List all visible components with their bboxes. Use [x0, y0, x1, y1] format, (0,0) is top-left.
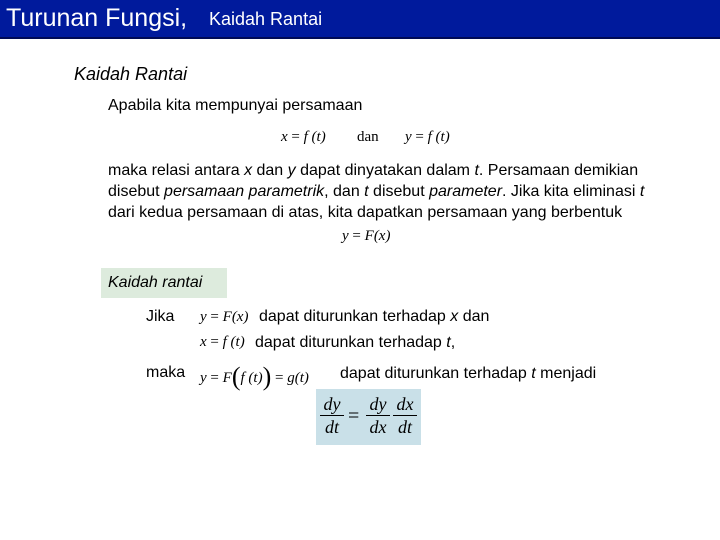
- para-var: y: [287, 162, 296, 179]
- fraction-dy-dt: [320, 393, 344, 438]
- fn-f-of-t: f (t): [427, 129, 450, 145]
- fn-arg: (x): [231, 309, 249, 325]
- para-text: maka relasi antara: [108, 162, 245, 179]
- maka-text-part: menjadi: [535, 365, 597, 382]
- jika-var: t: [446, 334, 451, 351]
- right-paren: ): [262, 362, 272, 391]
- rule-box: Kaidah rantai: [101, 268, 227, 298]
- jika-var: x: [450, 308, 459, 325]
- equals: =: [210, 334, 219, 350]
- para-text: dan: [252, 162, 288, 179]
- para-var: x: [244, 162, 253, 179]
- intro-text: Apabila kita mempunyai persamaan: [108, 97, 363, 114]
- para-text: , dan: [324, 183, 365, 200]
- para-var: t: [474, 162, 479, 179]
- equals: =: [210, 309, 219, 325]
- maka-text: [340, 363, 596, 384]
- para-term: persamaan parametrik: [164, 183, 325, 200]
- fn-arg: (x): [373, 228, 391, 244]
- eq-composite: [200, 362, 309, 392]
- section-heading: Kaidah Rantai: [74, 64, 188, 84]
- jika-text: dapat diturunkan terhadap: [255, 334, 447, 351]
- fraction-dx-dt: [393, 393, 417, 438]
- maka-label: maka: [146, 364, 186, 381]
- numerator: dx: [396, 394, 414, 414]
- jika-text-2: [255, 332, 455, 353]
- slide-subtitle: Kaidah Rantai: [209, 9, 323, 29]
- equals: =: [348, 405, 360, 427]
- param-eq-dan: dan: [357, 129, 379, 145]
- eq-jika-y-Fx: [200, 309, 248, 326]
- slide-title: Turunan Fungsi,: [6, 4, 188, 32]
- equals: =: [274, 370, 284, 386]
- denominator: dt: [324, 417, 339, 437]
- fn-arg: (t): [294, 370, 309, 386]
- fn-f-of-t: f (t): [240, 370, 263, 386]
- equals: =: [352, 228, 361, 244]
- jika-text: dapat diturunkan terhadap: [259, 308, 451, 325]
- var-y: y: [200, 370, 207, 386]
- paragraph: [108, 160, 668, 223]
- denominator: dt: [397, 417, 412, 437]
- para-text: . Jika kita eliminasi: [502, 183, 640, 200]
- param-eq-x: [281, 129, 326, 146]
- jika-text-1: [259, 306, 489, 327]
- fn-g: g: [287, 370, 295, 386]
- jika-text: ,: [450, 334, 456, 351]
- jika-text: dan: [458, 308, 490, 325]
- var-y: y: [342, 228, 349, 244]
- para-term: parameter: [429, 183, 503, 200]
- title-bar: [0, 0, 720, 39]
- para-text: disebut: [368, 183, 430, 200]
- jika-label: Jika: [146, 308, 175, 325]
- eq-jika-x-ft: [200, 334, 245, 351]
- numerator: dy: [323, 394, 341, 414]
- maka-var: t: [531, 365, 536, 382]
- para-var: t: [364, 183, 369, 200]
- para-var: t: [639, 183, 645, 200]
- numerator: dy: [369, 394, 387, 414]
- var-y: y: [200, 309, 207, 325]
- equals: =: [291, 129, 300, 145]
- fn-F: F: [222, 370, 232, 386]
- denominator: dx: [369, 417, 387, 437]
- left-paren: (: [231, 362, 241, 391]
- var-y: y: [405, 129, 412, 145]
- fn-F: F: [364, 228, 374, 244]
- para-text: dari kedua persamaan di atas, kita dapatkan persamaan yang berbentuk: [108, 204, 623, 221]
- equals: =: [210, 370, 219, 386]
- fn-F: F: [222, 309, 232, 325]
- chain-rule-formula: [316, 389, 421, 445]
- fn-f-of-t: f (t): [303, 129, 326, 145]
- var-x: x: [200, 334, 207, 350]
- param-eq-y: [405, 129, 450, 146]
- equals: =: [415, 129, 424, 145]
- para-text: dapat dinyatakan dalam: [295, 162, 475, 179]
- maka-text-part: dapat diturunkan terhadap: [340, 365, 532, 382]
- fn-f-of-t: f (t): [222, 334, 245, 350]
- eq-y-equals-Fx: [342, 228, 390, 245]
- fraction-dy-dx: [366, 393, 390, 438]
- para-text: . Persamaan demikian disebut: [108, 162, 639, 200]
- var-x: x: [281, 129, 288, 145]
